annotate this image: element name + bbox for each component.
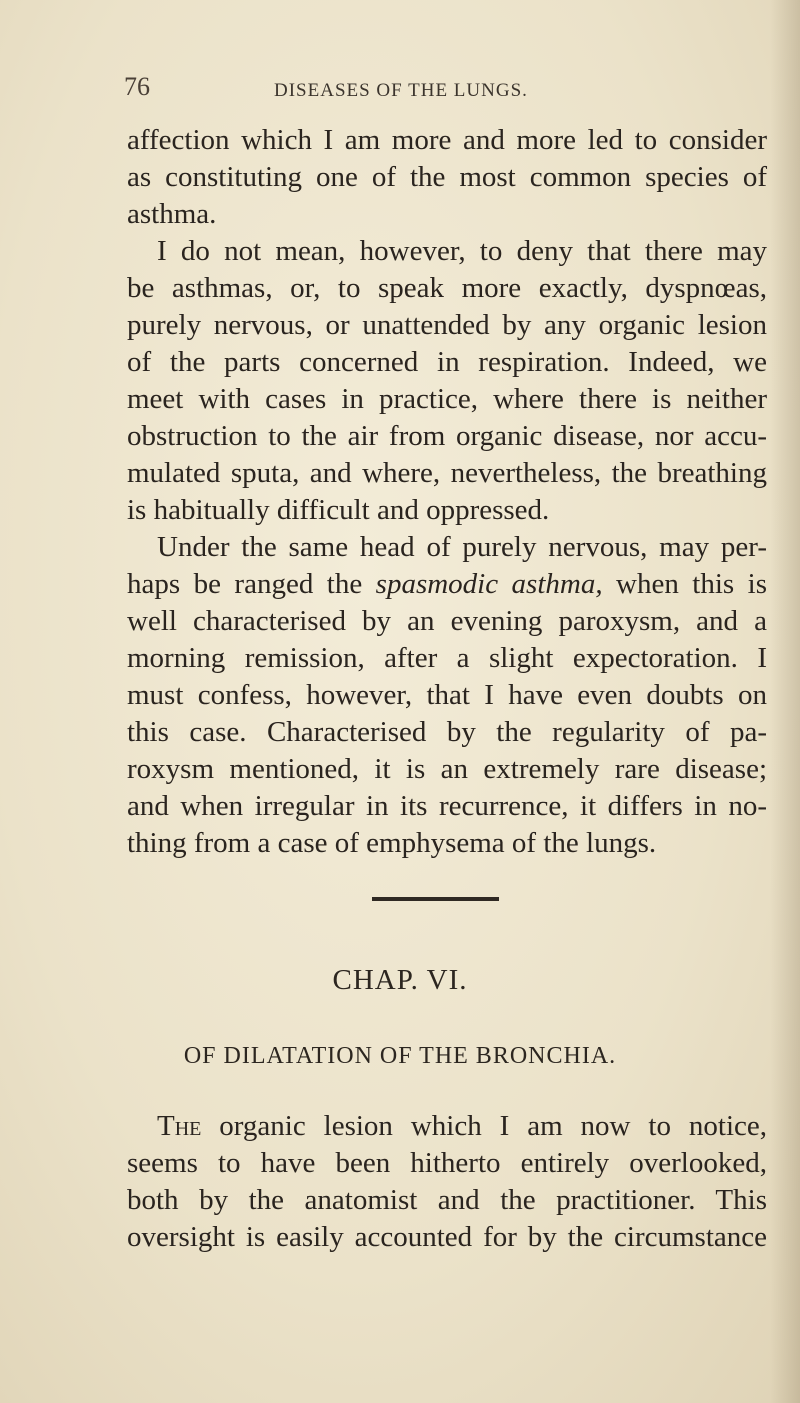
text-line: and when irregular in its recurrence, it differs in no-	[127, 790, 767, 822]
running-title: DISEASES OF THE LUNGS.	[274, 80, 528, 101]
text-line: asthma.	[127, 198, 217, 230]
text-line: this case. Characterised by the regularity of pa-	[127, 716, 767, 748]
text-line: is habitually difficult and oppressed.	[127, 494, 550, 526]
text-run: haps be ranged the	[127, 568, 376, 600]
text-line: roxysm mentioned, it is an extremely rare disease;	[127, 753, 767, 785]
text-line: thing from a case of emphysema of the lungs.	[127, 827, 657, 859]
text-line: meet with cases in practice, where there is neither	[127, 383, 767, 415]
text-line: seems to have been hitherto entirely overlooked,	[127, 1147, 767, 1179]
text-line: well characterised by an evening paroxysm, and a	[127, 605, 767, 637]
text-line: be asthmas, or, to speak more exactly, dyspnœas,	[127, 272, 767, 304]
text-line-with-smallcaps	[127, 1108, 767, 1145]
text-line: oversight is easily accounted for by the circumstance	[127, 1221, 767, 1253]
text-line: mulated sputa, and where, nevertheless, the breathing	[127, 457, 767, 489]
text-line: I do not mean, however, to deny that there may	[157, 235, 767, 267]
text-line: purely nervous, or unattended by any organic lesion	[127, 309, 767, 341]
text-line: Under the same head of purely nervous, may per-	[157, 531, 767, 563]
text-line: both by the anatomist and the practitioner. This	[127, 1184, 767, 1216]
chapter-number: CHAP. VI.	[332, 964, 468, 996]
chapter-title: OF DILATATION OF THE BRONCHIA.	[183, 1043, 617, 1069]
page-number: 76	[124, 72, 150, 101]
text-line: morning remission, after a slight expectoration. I	[127, 642, 767, 674]
text-line: must confess, however, that I have even doubts on	[127, 679, 767, 711]
italic-term: spasmodic asthma,	[375, 568, 603, 600]
paragraph-block-chapter	[127, 1108, 767, 1256]
opening-word: The	[157, 1110, 202, 1142]
text-line: obstruction to the air from organic disease, nor accu-	[127, 420, 767, 452]
text-run: when this is	[602, 568, 767, 600]
text-line: of the parts concerned in respiration. Indeed, we	[127, 346, 767, 378]
paragraph-block-top	[127, 122, 767, 862]
text-line-with-italic	[127, 566, 767, 603]
page-edge-shadow	[770, 0, 800, 1403]
text-line: affection which I am more and more led to consider	[127, 124, 767, 156]
section-divider-rule	[372, 897, 499, 901]
text-line: as constituting one of the most common species of	[127, 161, 767, 193]
running-head	[124, 72, 764, 112]
text-run: organic lesion which I am now to notice,	[201, 1110, 767, 1142]
